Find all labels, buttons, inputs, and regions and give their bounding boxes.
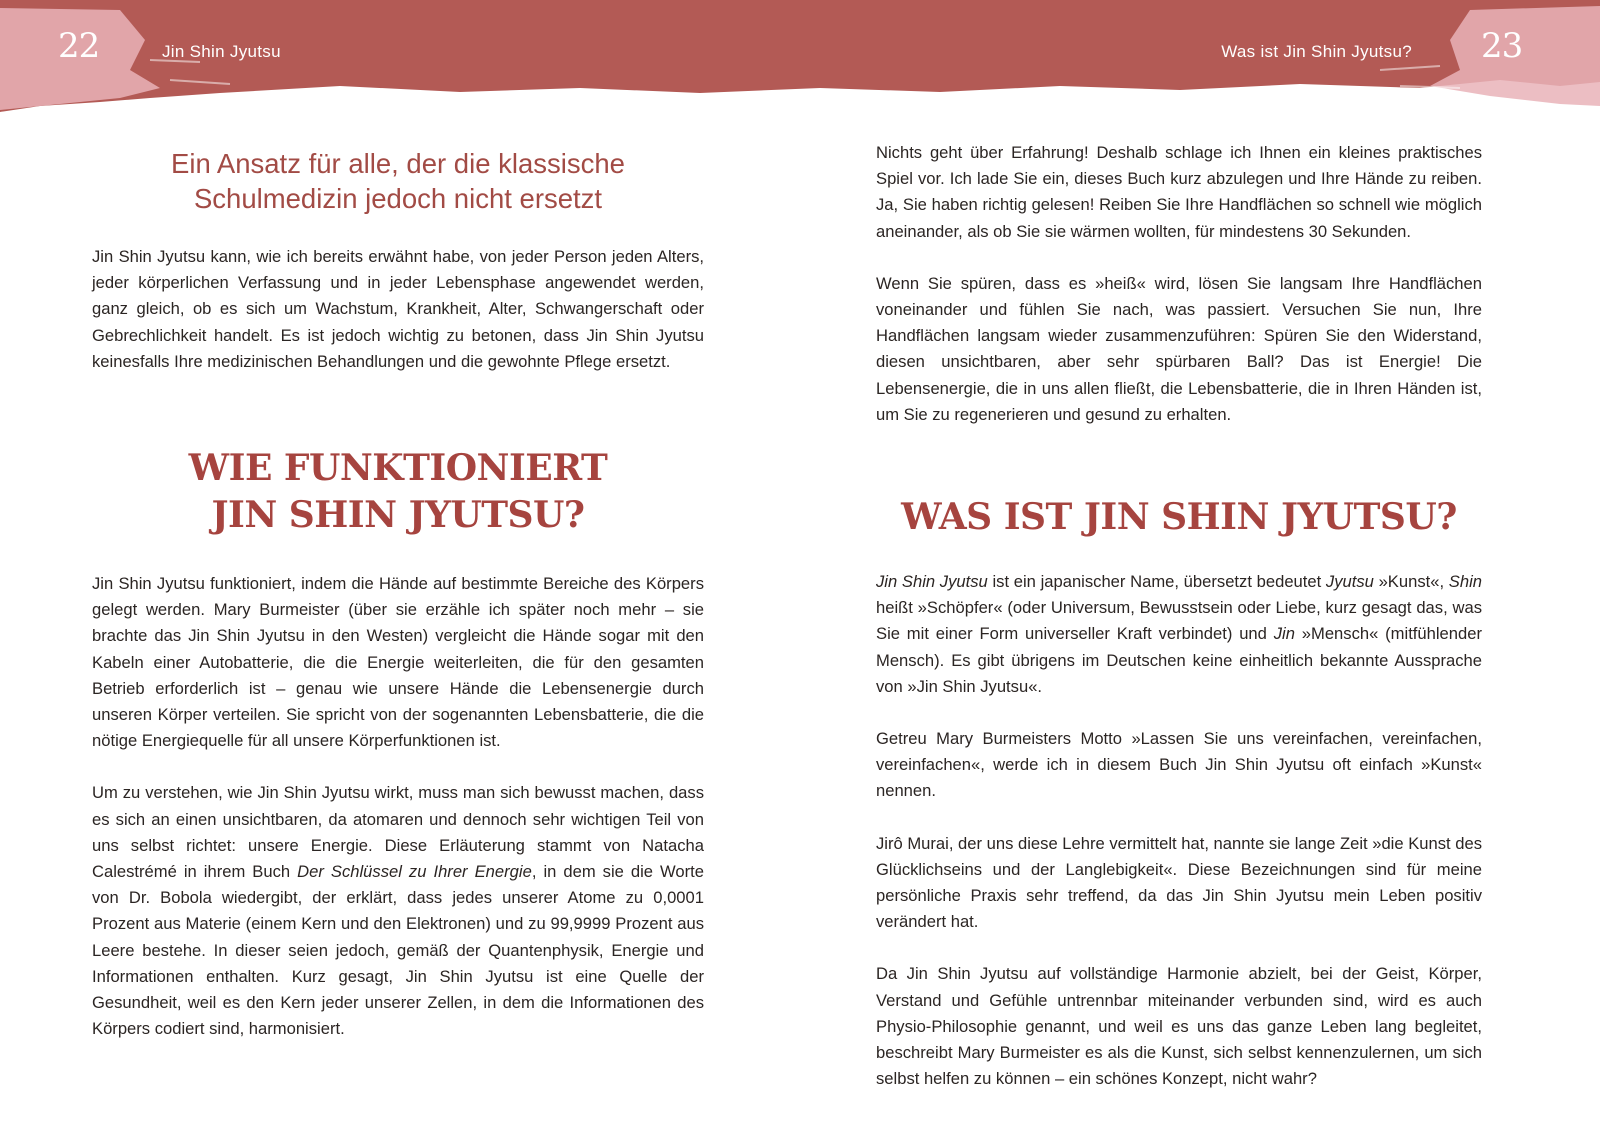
right-paragraph-3-text4: »Mensch« (mitfühlender Mensch). Es gibt übrigens im Deutschen keine einheitlich bekannte Aussprache von »Jin Shin Jyutsu«. xyxy=(876,624,1482,696)
left-subtitle-line1: Ein Ansatz für alle, der die klassische xyxy=(171,148,625,179)
left-paragraph-2 xyxy=(92,780,704,1042)
left-heading-line1: WIE FUNKTIONIERT xyxy=(188,447,608,490)
term-jin-shin-jyutsu: Jin Shin Jyutsu xyxy=(876,572,988,592)
right-paragraph-3-text1: ist ein japanischer Name, übersetzt bedeutet xyxy=(987,572,1326,592)
left-paragraph-2-part1: Um zu verstehen, wie Jin Shin Jyutsu wirkt, muss man sich bewusst machen, dass es sich an einen unsichtbaren, da atomaren und dennoch sehr wichtigen Teil von uns selbst richtet: unsere Energie. Diese Erläuterung stammt von Natacha Calestrémé in ihrem Buch xyxy=(92,783,704,882)
right-page-number: 23 xyxy=(1481,26,1523,66)
term-jyutsu: Jyutsu xyxy=(1325,572,1374,592)
right-paragraph-3-text3: heißt »Schöpfer« (oder Universum, Bewusstsein oder Liebe, kurz gesagt das, was Sie mit einer Form universeller Kraft verbindet) und xyxy=(876,598,1482,644)
left-intro-paragraph: Jin Shin Jyutsu kann, wie ich bereits erwähnt habe, von jeder Person jeden Alters, jeder körperlichen Verfassung und in jeder Lebensphase angewendet werden, ganz gleich, ob es sich um Wachstum, Krankheit, Alter, Schwangerschaft oder Gebrechlichkeit handelt. Es ist jedoch wichtig zu betonen, dass Jin Shin Jyutsu keinesfalls Ihre medizinischen Behandlungen und die gewohnte Pflege ersetzt. xyxy=(92,247,704,371)
right-section-heading: WAS IST JIN SHIN JYUTSU? xyxy=(901,496,1457,539)
left-paragraph-1: Jin Shin Jyutsu funktioniert, indem die Hände auf bestimmte Bereiche des Körpers gelegt werden. Mary Burmeister (über sie erzähle ich später noch mehr – sie brachte das Jin Shin Jyutsu in den Westen) vergleicht die Hände sogar mit den Kabeln einer Autobatterie, die die Energie weiterleiten, die für den gesamten Betrieb erforderlich ist – genau wie unsere Hände die Lebensenergie durch unseren Körper verteilen. Sie spricht von der sogenannten Lebensbatterie, die die nötige Energiequelle für all unsere Körperfunktionen ist. xyxy=(92,574,704,751)
left-subtitle xyxy=(92,146,704,216)
left-running-title: Jin Shin Jyutsu xyxy=(162,42,281,61)
right-paragraph-3-text2: »Kunst«, xyxy=(1373,572,1449,592)
right-paragraph-3 xyxy=(876,569,1482,700)
right-paragraph-6: Da Jin Shin Jyutsu auf vollständige Harmonie abzielt, bei der Geist, Körper, Verstand und Gefühle untrennbar miteinander verbunden sind, wird es auch Physio-Philosophie genannt, und weil es uns das ganze Leben lang begleitet, beschreibt Mary Burmeister es als die Kunst, sich selbst kennenzulernen, um sich selbst helfen zu können – ein schönes Konzept, nicht wahr? xyxy=(876,964,1482,1089)
left-page-number: 22 xyxy=(58,26,100,66)
left-paragraph-2-part2: , in dem sie die Worte von Dr. Bobola wiedergibt, der erklärt, dass jedes unserer Atome zu 0,0001 Prozent aus Materie (einem Kern und den Elektronen) und zu 99,9999 Prozent aus Leere bestehe. In dieser seien jedoch, gemäß der Quantenphysik, Energie und Informationen enthalten. Kurz gesagt, Jin Shin Jyutsu ist eine Quelle der Gesundheit, weil es den Kern jeder unserer Zellen, in dem die Informationen des Körpers codiert sind, harmonisiert. xyxy=(92,862,705,1039)
term-jin: Jin xyxy=(1273,624,1295,644)
right-paragraph-5: Jirô Murai, der uns diese Lehre vermittelt hat, nannte sie lange Zeit »die Kunst des Glücklichseins und der Langlebigkeit«. Diese Bezeichnungen sind für meine persönliche Praxis sehr treffend, da das Jin Shin Jyutsu mein Leben positiv verändert hat. xyxy=(876,833,1483,932)
term-shin: Shin xyxy=(1448,572,1482,592)
left-section-heading xyxy=(92,445,704,539)
left-subtitle-line2: Schulmedizin jedoch nicht ersetzt xyxy=(193,183,603,214)
left-page-column xyxy=(92,140,704,1042)
book-title: Der Schlüssel zu Ihrer Energie xyxy=(297,862,532,882)
right-running-title: Was ist Jin Shin Jyutsu? xyxy=(1221,42,1412,61)
right-page-column xyxy=(876,140,1482,1092)
left-heading-line2: JIN SHIN JYUTSU? xyxy=(211,494,585,537)
right-paragraph-2: Wenn Sie spüren, dass es »heiß« wird, lösen Sie langsam Ihre Handflächen voneinander und fühlen Sie nach, was passiert. Versuchen Sie nun, Ihre Handflächen langsam wieder zusammenzuführen: Spüren Sie den Widerstand, diesen unsichtbaren, aber sehr spürbaren Ball? Das ist Energie! Die Lebensenergie, die in uns allen fließt, die Lebensbatterie, die in Ihren Händen ist, um Sie zu regenerieren und gesund zu erhalten. xyxy=(876,273,1482,424)
right-paragraph-1: Nichts geht über Erfahrung! Deshalb schlage ich Ihnen ein kleines praktisches Spiel vor. Ich lade Sie ein, dieses Buch kurz abzulegen und Ihre Hände zu reiben. Ja, Sie haben richtig gelesen! Reiben Sie Ihre Handflächen so schnell wie möglich aneinander, als ob Sie sie wärmen wollten, für mindestens 30 Sekunden. xyxy=(876,143,1482,241)
right-paragraph-4: Getreu Mary Burmeisters Motto »Lassen Sie uns vereinfachen, vereinfachen, vereinfachen«, werde ich in diesem Buch Jin Shin Jyutsu oft einfach »Kunst« nennen. xyxy=(876,729,1482,801)
